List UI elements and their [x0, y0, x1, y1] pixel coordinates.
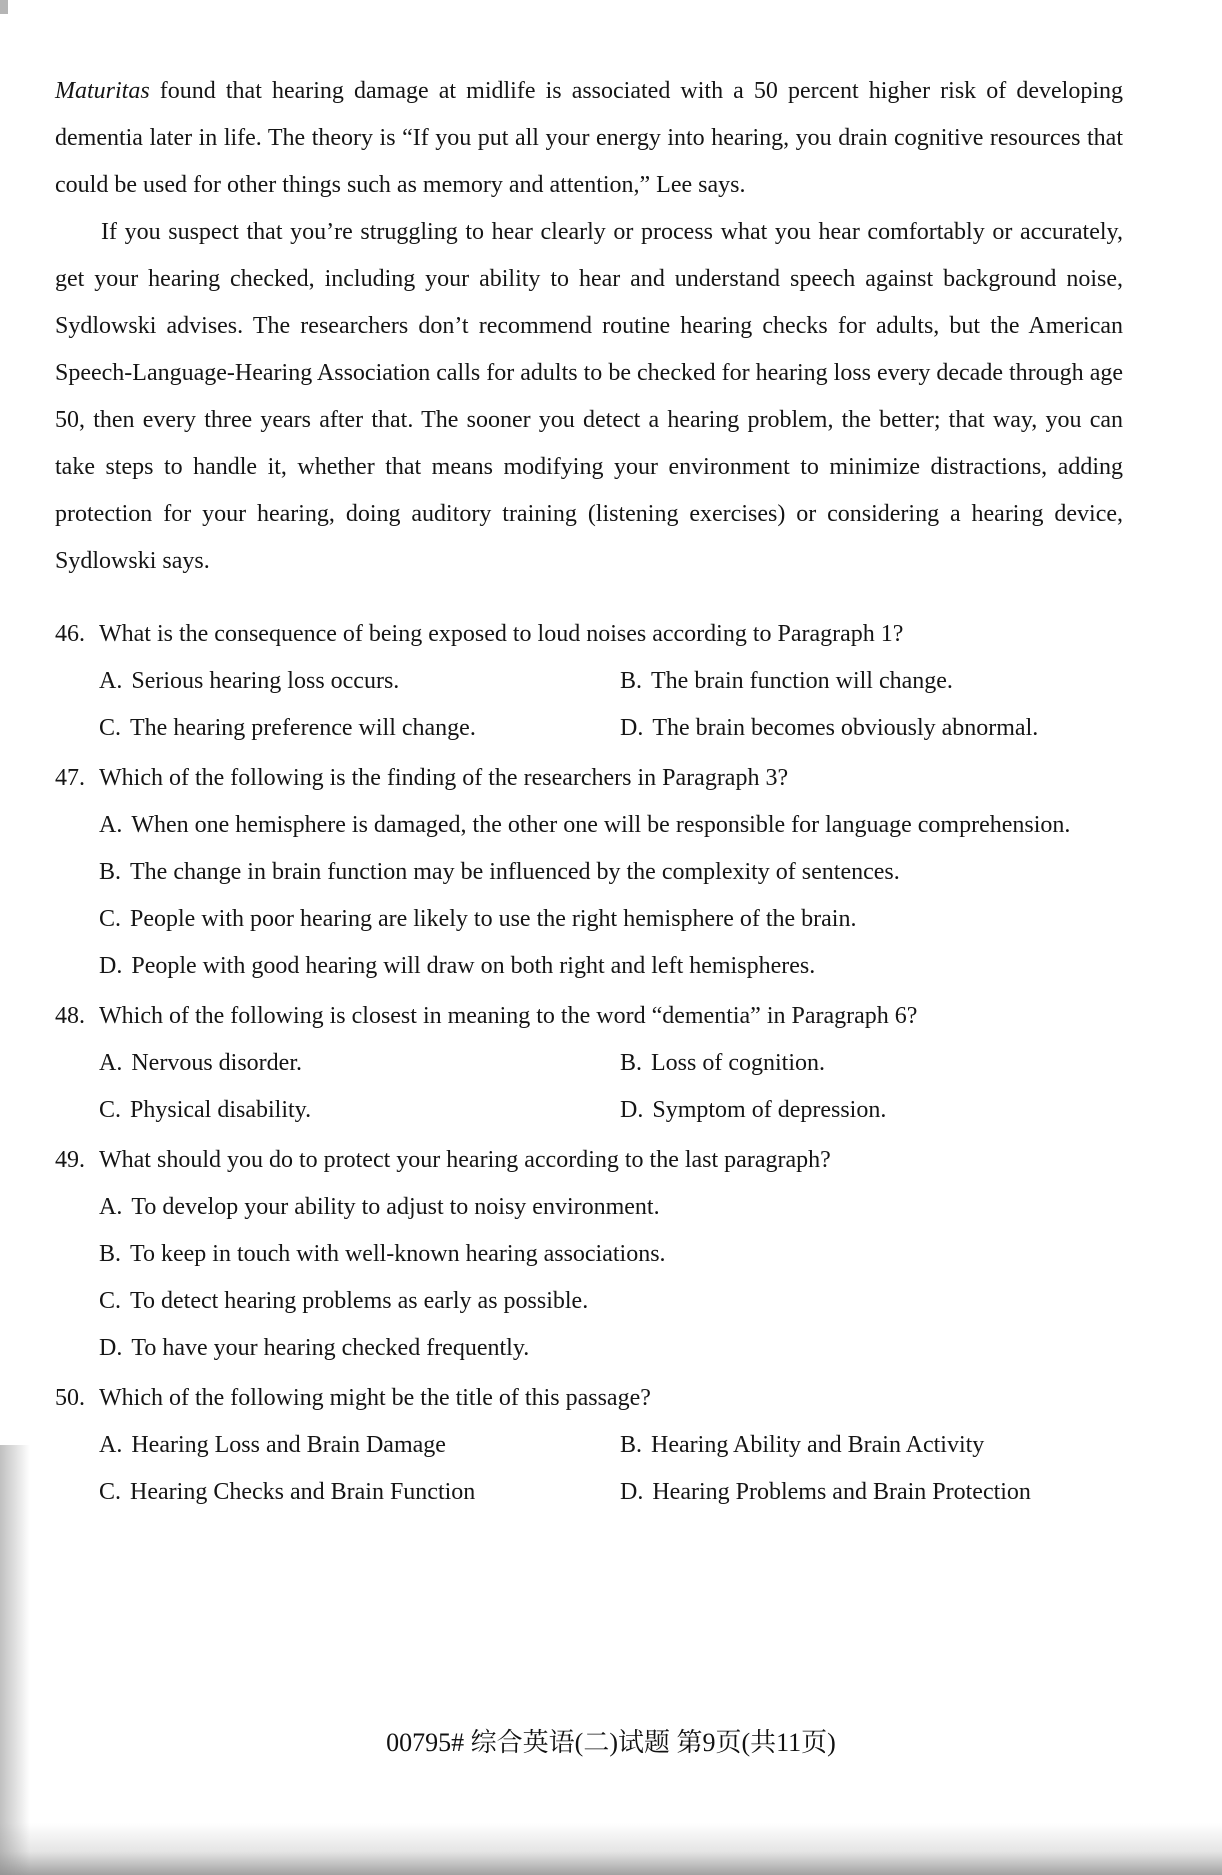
option-text: Loss of cognition. — [651, 1050, 826, 1076]
question-50 — [55, 1375, 1123, 1516]
question-stem — [55, 993, 1123, 1040]
option-label: C. — [99, 1288, 122, 1314]
option-label: D. — [620, 715, 644, 741]
question-options — [99, 802, 1123, 990]
option-row — [99, 705, 1123, 752]
question-options — [99, 658, 1123, 752]
question-options — [99, 1422, 1123, 1516]
option-text: Symptom of depression. — [652, 1097, 887, 1123]
option-text: Hearing Checks and Brain Function — [130, 1479, 476, 1505]
option-c — [99, 1469, 620, 1516]
option-text: People with good hearing will draw on both right and left hemispheres. — [131, 953, 816, 979]
question-stem — [55, 755, 1123, 802]
question-48 — [55, 993, 1123, 1134]
reading-passage — [55, 68, 1123, 585]
question-number: 49. — [55, 1147, 85, 1173]
option-label: D. — [620, 1097, 644, 1123]
option-a — [99, 1184, 1123, 1231]
option-text: The brain function will change. — [651, 668, 953, 694]
passage-paragraph-1-text: found that hearing damage at midlife is associated with a 50 percent higher risk of developing dementia later in life. The theory is “If you put all your energy into hearing, you drain cognitive resources that could be used for other things such as memory and attention,” Lee says. — [55, 78, 1123, 198]
option-d — [620, 1087, 1123, 1134]
option-text: To keep in touch with well-known hearing associations. — [130, 1241, 666, 1267]
option-label: A. — [99, 668, 123, 694]
option-text: Physical disability. — [130, 1097, 312, 1123]
option-row — [99, 1469, 1123, 1516]
question-text: What should you do to protect your hearing according to the last paragraph? — [99, 1147, 831, 1173]
option-text: To have your hearing checked frequently. — [131, 1335, 530, 1361]
questions-section — [55, 611, 1123, 1516]
option-a — [99, 1422, 620, 1469]
passage-paragraph-1 — [55, 68, 1123, 209]
option-text: Hearing Loss and Brain Damage — [131, 1432, 446, 1458]
option-row — [99, 658, 1123, 705]
option-d — [99, 943, 1123, 990]
option-row — [99, 1087, 1123, 1134]
option-label: B. — [99, 859, 122, 885]
option-d — [620, 705, 1123, 752]
option-text: People with poor hearing are likely to use the right hemisphere of the brain. — [130, 906, 857, 932]
option-label: B. — [620, 1050, 643, 1076]
option-c — [99, 896, 1123, 943]
option-d — [620, 1469, 1123, 1516]
option-text: Serious hearing loss occurs. — [131, 668, 400, 694]
option-b — [99, 849, 1123, 896]
option-label: C. — [99, 1479, 122, 1505]
option-label: D. — [620, 1479, 644, 1505]
option-label: C. — [99, 1097, 122, 1123]
question-49 — [55, 1137, 1123, 1372]
journal-name-italic: Maturitas — [55, 78, 150, 104]
question-number: 50. — [55, 1385, 85, 1411]
question-number: 46. — [55, 621, 85, 647]
option-row — [99, 1040, 1123, 1087]
option-a — [99, 1040, 620, 1087]
option-b — [99, 1231, 1123, 1278]
option-text: Nervous disorder. — [131, 1050, 302, 1076]
scan-shadow-bottom — [0, 1823, 1222, 1875]
option-text: The hearing preference will change. — [130, 715, 476, 741]
option-text: When one hemisphere is damaged, the other one will be responsible for language comprehension. — [131, 812, 1071, 838]
question-46 — [55, 611, 1123, 752]
passage-paragraph-2: If you suspect that you’re struggling to hear clearly or process what you hear comfortably or accurately, get your hearing checked, including your ability to hear and understand speech against background noise, Sydlowski advises. The researchers don’t recommend routine hearing checks for adults, but the American Speech-Language-Hearing Association calls for adults to be checked for hearing loss every decade through age 50, then every three years after that. The sooner you detect a hearing problem, the better; that way, you can take steps to handle it, whether that means modifying your environment to minimize distractions, adding protection for your hearing, doing auditory training (listening exercises) or considering a hearing device, Sydlowski says. — [55, 219, 1123, 574]
page-footer: 00795# 综合英语(二)试题 第9页(共11页) — [386, 1728, 836, 1757]
question-text: Which of the following might be the title of this passage? — [99, 1385, 651, 1411]
option-text: The brain becomes obviously abnormal. — [652, 715, 1039, 741]
option-c — [99, 1087, 620, 1134]
option-label: B. — [620, 668, 643, 694]
question-options — [99, 1040, 1123, 1134]
option-b — [620, 1422, 1123, 1469]
option-text: The change in brain function may be influenced by the complexity of sentences. — [130, 859, 900, 885]
option-text: To detect hearing problems as early as possible. — [130, 1288, 589, 1314]
option-label: A. — [99, 1050, 123, 1076]
scan-mark-topleft — [0, 0, 8, 14]
question-stem — [55, 1137, 1123, 1184]
question-number: 47. — [55, 765, 85, 791]
question-stem — [55, 611, 1123, 658]
question-options — [99, 1184, 1123, 1372]
option-b — [620, 658, 1123, 705]
option-a — [99, 658, 620, 705]
option-label: A. — [99, 812, 123, 838]
question-text: Which of the following is closest in meaning to the word “dementia” in Paragraph 6? — [99, 1003, 918, 1029]
option-row — [99, 1422, 1123, 1469]
option-label: D. — [99, 953, 123, 979]
question-text: What is the consequence of being exposed to loud noises according to Paragraph 1? — [99, 621, 904, 647]
page-content — [55, 68, 1123, 1516]
option-label: B. — [620, 1432, 643, 1458]
option-label: A. — [99, 1432, 123, 1458]
question-47 — [55, 755, 1123, 990]
option-b — [620, 1040, 1123, 1087]
option-label: B. — [99, 1241, 122, 1267]
option-text: To develop your ability to adjust to noisy environment. — [131, 1194, 660, 1220]
option-label: C. — [99, 715, 122, 741]
option-label: D. — [99, 1335, 123, 1361]
option-text: Hearing Problems and Brain Protection — [652, 1479, 1031, 1505]
option-label: C. — [99, 906, 122, 932]
option-a — [99, 802, 1123, 849]
question-stem — [55, 1375, 1123, 1422]
option-text: Hearing Ability and Brain Activity — [651, 1432, 985, 1458]
question-number: 48. — [55, 1003, 85, 1029]
scan-shadow-left — [0, 1445, 30, 1875]
option-d — [99, 1325, 1123, 1372]
option-label: A. — [99, 1194, 123, 1220]
question-text: Which of the following is the finding of the researchers in Paragraph 3? — [99, 765, 789, 791]
option-c — [99, 705, 620, 752]
option-c — [99, 1278, 1123, 1325]
